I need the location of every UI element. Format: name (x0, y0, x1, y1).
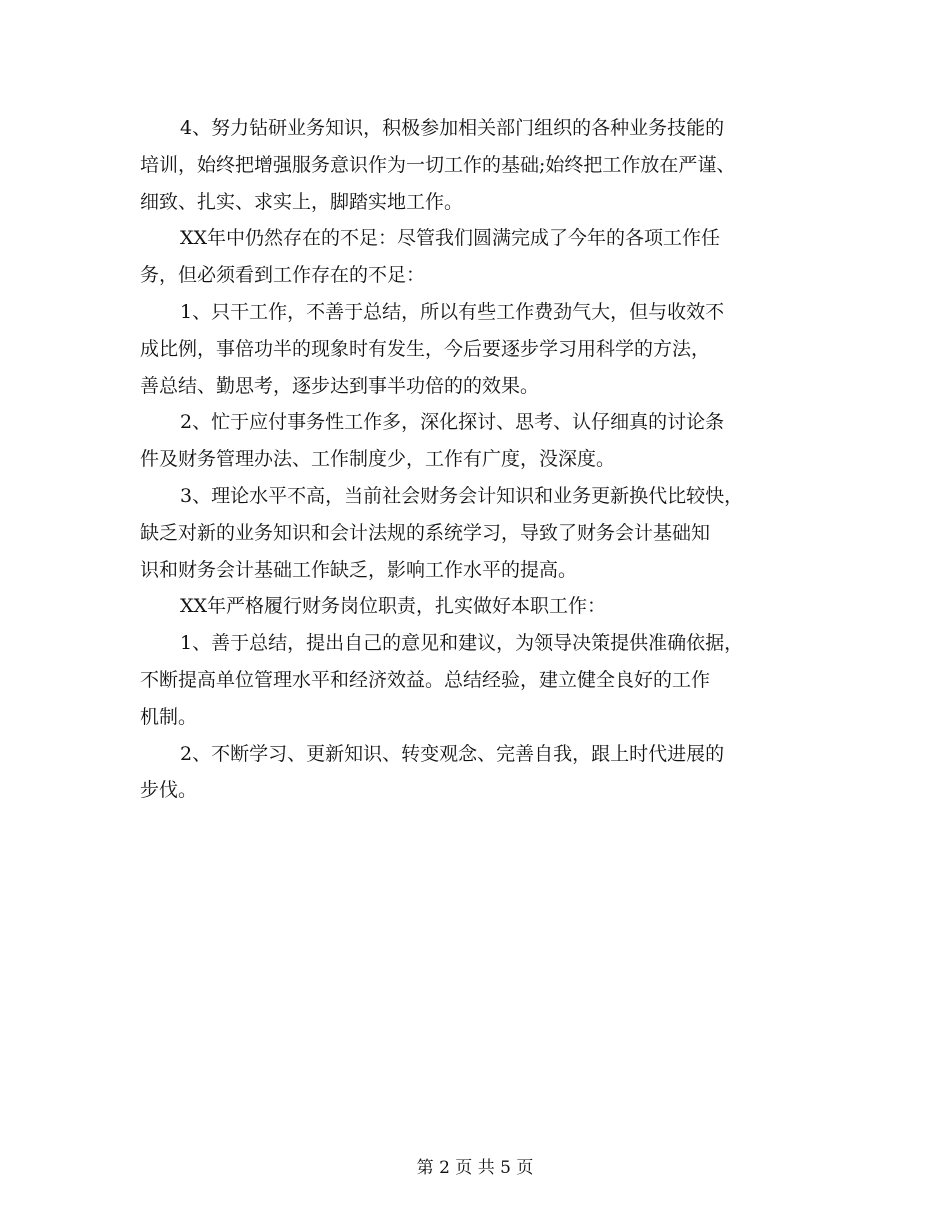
page-number-footer: 第 2 页 共 5 页 (416, 1158, 534, 1178)
text-line: 培训，始终把增强服务意识作为一切工作的基础;始终把工作放在严谨、 (140, 153, 736, 176)
text-line: XX年严格履行财务岗位职责，扎实做好本职工作： (180, 595, 607, 618)
text-line: 机制。 (140, 705, 198, 728)
text-line: 缺乏对新的业务知识和会计法规的系统学习，导致了财务会计基础知 (140, 521, 711, 544)
text-line: XX年中仍然存在的不足：尽管我们圆满完成了今年的各项工作任 (180, 227, 721, 250)
text-line: 细致、扎实、求实上，脚踏实地工作。 (140, 190, 464, 213)
text-line: 1、只干工作，不善于总结，所以有些工作费劲气大，但与收效不 (180, 300, 725, 323)
text-line: 识和财务会计基础工作缺乏，影响工作水平的提高。 (140, 558, 578, 581)
text-line: 2、忙于应付事务性工作多，深化探讨、思考、认仔细真的讨论条 (180, 411, 725, 434)
document-body (140, 110, 820, 809)
text-line: 成比例，事倍功半的现象时有发生，今后要逐步学习用科学的方法， (140, 337, 711, 360)
text-line: 1、善于总结，提出自己的意见和建议，为领导决策提供准确依据， (180, 632, 744, 655)
text-line: 务，但必须看到工作存在的不足： (140, 264, 426, 287)
text-line: 件及财务管理办法、工作制度少，工作有广度，没深度。 (140, 448, 616, 471)
text-line: 步伐。 (140, 779, 198, 802)
text-line: 善总结、勤思考，逐步达到事半功倍的的效果。 (140, 374, 540, 397)
text-line: 2、不断学习、更新知识、转变观念、完善自我，跟上时代进展的 (180, 742, 725, 765)
text-line: 不断提高单位管理水平和经济效益。总结经验，建立健全良好的工作 (140, 668, 711, 691)
text-line: 3、理论水平不高，当前社会财务会计知识和业务更新换代比较快， (180, 484, 744, 507)
text-line: 4、努力钻研业务知识，积极参加相关部门组织的各种业务技能的 (180, 117, 725, 139)
